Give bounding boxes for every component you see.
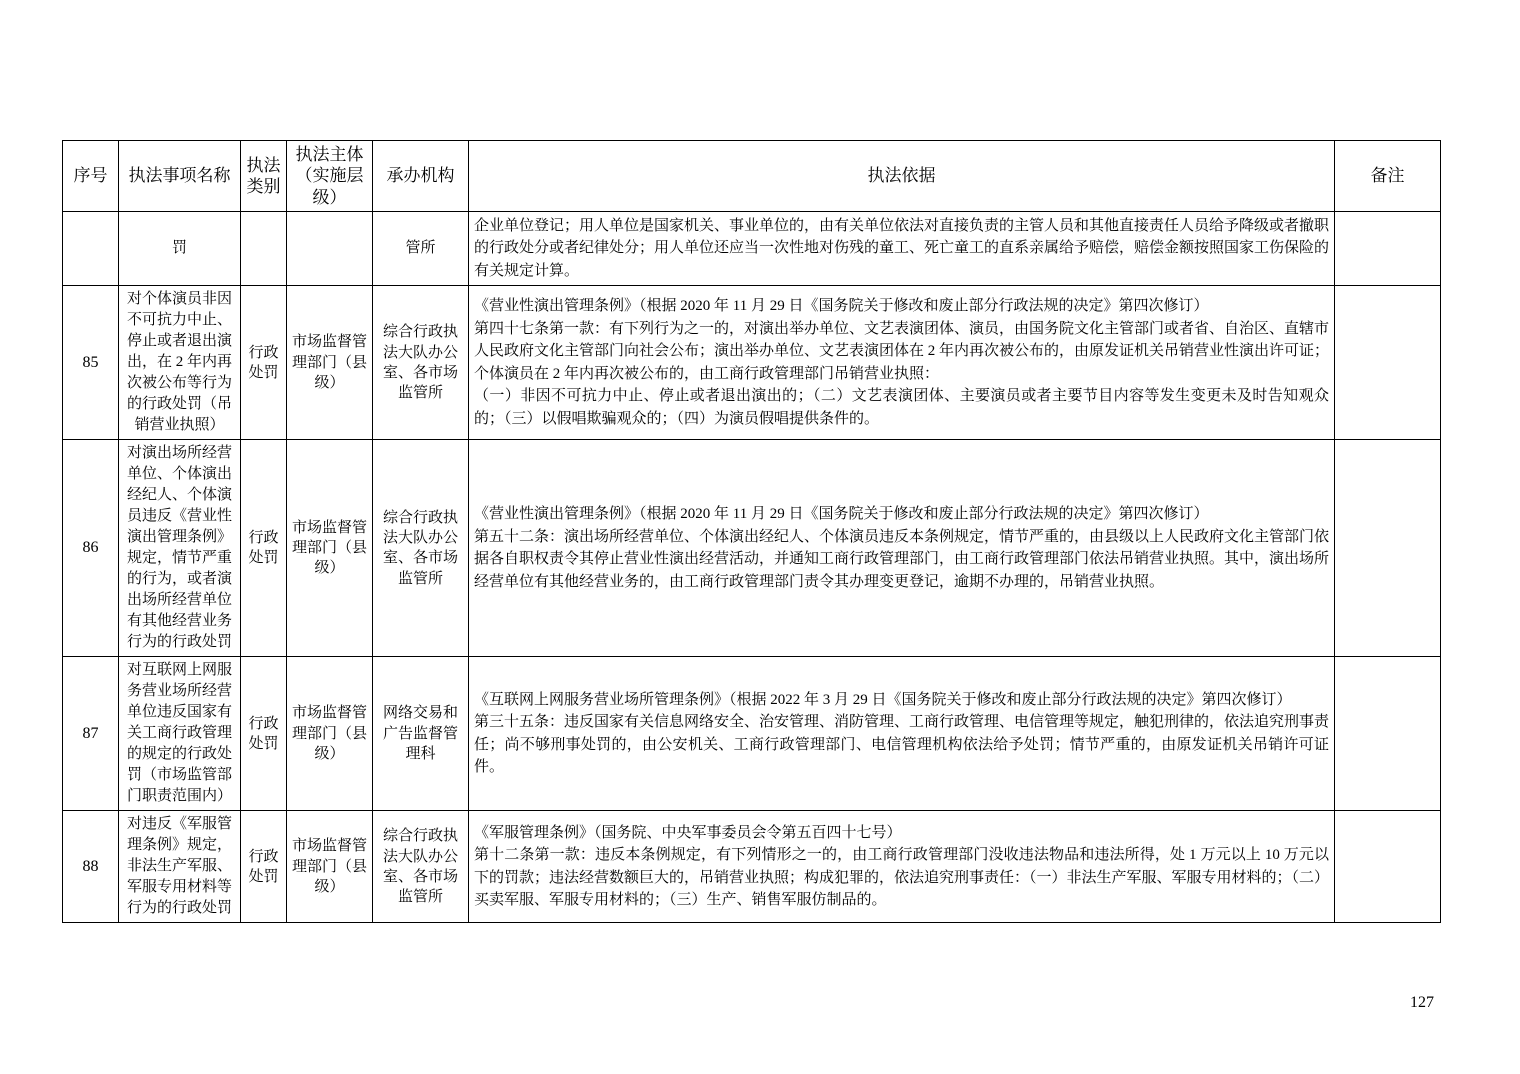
- cell-subject: 市场监督管理部门（县级）: [287, 811, 373, 923]
- header-item-name: 执法事项名称: [119, 141, 241, 212]
- basis-paragraph: （一）非因不可抗力中止、停止或者退出演出的；（二）文艺表演团体、主要演员或者主要节目内容等发生变更未及时告知观众的；（三）以假唱欺骗观众的；（四）为演员假唱提供条件的。: [474, 388, 1329, 427]
- table-row: [63, 211, 1441, 286]
- basis-paragraph: 第十二条第一款：违反本条例规定，有下列情形之一的，由工商行政管理部门没收违法物品和违法所得，处 1 万元以上 10 万元以下的罚款；违法经营数额巨大的，吊销营业执照；构成犯罪的，依法追究刑事责任：（一）非法生产军服、军服专用材料的；（二）买卖军服、军服专用材料的；（三）生产、销售军服仿制品的。: [474, 847, 1330, 909]
- cell-agency: 网络交易和广告监督管理科: [373, 657, 469, 811]
- cell-seq: 87: [63, 657, 119, 811]
- page-number: 127: [1410, 994, 1434, 1011]
- cell-legal-basis: [469, 286, 1335, 440]
- table-row: [63, 811, 1441, 923]
- basis-paragraph: 第三十五条：违反国家有关信息网络安全、治安管理、消防管理、工商行政管理、电信管理等规定，触犯刑律的，依法追究刑事责任；尚不够刑事处罚的，由公安机关、工商行政管理部门、电信管理机构依法给予处罚；情节严重的，由原发证机关吊销许可证件。: [474, 714, 1330, 776]
- table-row: [63, 440, 1441, 657]
- cell-subject: 市场监督管理部门（县级）: [287, 286, 373, 440]
- cell-item-name: 对违反《军服管理条例》规定，非法生产军服、军服专用材料等行为的行政处罚: [119, 811, 241, 923]
- cell-seq: 86: [63, 440, 119, 657]
- cell-item-name: 罚: [119, 211, 241, 286]
- header-legal-basis: 执法依据: [469, 141, 1335, 212]
- cell-agency: 管所: [373, 211, 469, 286]
- cell-subject: [287, 211, 373, 286]
- table-row: [63, 657, 1441, 811]
- cell-category: 行政处罚: [241, 286, 287, 440]
- basis-paragraph: 《营业性演出管理条例》（根据 2020 年 11 月 29 日《国务院关于修改和废止部分行政法规的决定》第四次修订）: [474, 506, 1209, 523]
- header-agency: 承办机构: [373, 141, 469, 212]
- table-body: [63, 211, 1441, 923]
- cell-remark: [1335, 211, 1441, 286]
- cell-legal-basis: [469, 440, 1335, 657]
- cell-item-name: 对演出场所经营单位、个体演出经纪人、个体演员违反《营业性演出管理条例》规定，情节严重的行为，或者演出场所经营单位有其他经营业务行为的行政处罚: [119, 440, 241, 657]
- basis-paragraph: 《军服管理条例》（国务院、中央军事委员会令第五百四十七号）: [474, 824, 902, 841]
- cell-legal-basis: [469, 811, 1335, 923]
- cell-remark: [1335, 811, 1441, 923]
- cell-item-name: 对互联网上网服务营业场所经营单位违反国家有关工商行政管理的规定的行政处罚（市场监管部门职责范围内）: [119, 657, 241, 811]
- cell-category: 行政处罚: [241, 657, 287, 811]
- cell-seq: 88: [63, 811, 119, 923]
- basis-paragraph: 第四十七条第一款：有下列行为之一的，对演出举办单位、文艺表演团体、演员，由国务院文化主管部门或者省、自治区、直辖市人民政府文化主管部门向社会公布；演出举办单位、文艺表演团体在 2 年内再次被公布的，由原发证机关吊销营业性演出许可证；个体演员在 2 年内再次被公布的，由工商行政管理部门吊销营业执照：: [474, 320, 1330, 382]
- cell-agency: 综合行政执法大队办公室、各市场监管所: [373, 811, 469, 923]
- basis-paragraph: 《营业性演出管理条例》（根据 2020 年 11 月 29 日《国务院关于修改和废止部分行政法规的决定》第四次修订）: [474, 298, 1209, 315]
- enforcement-items-table: [62, 140, 1441, 923]
- cell-subject: 市场监督管理部门（县级）: [287, 657, 373, 811]
- basis-paragraph: 企业单位登记；用人单位是国家机关、事业单位的，由有关单位依法对直接负责的主管人员和其他直接责任人员给予降级或者撤职的行政处分或者纪律处分；用人单位还应当一次性地对伤残的童工、死亡童工的直系亲属给予赔偿，赔偿金额按照国家工伤保险的有关规定计算。: [474, 217, 1330, 279]
- cell-category: [241, 211, 287, 286]
- cell-category: 行政处罚: [241, 440, 287, 657]
- header-subject: 执法主体（实施层级）: [287, 141, 373, 212]
- table-row: [63, 286, 1441, 440]
- cell-remark: [1335, 657, 1441, 811]
- cell-seq: 85: [63, 286, 119, 440]
- cell-seq: [63, 211, 119, 286]
- table-header-row: [63, 141, 1441, 212]
- cell-legal-basis: [469, 657, 1335, 811]
- cell-remark: [1335, 440, 1441, 657]
- cell-category: 行政处罚: [241, 811, 287, 923]
- basis-paragraph: 第五十二条：演出场所经营单位、个体演出经纪人、个体演员违反本条例规定，情节严重的，由县级以上人民政府文化主管部门依据各自职权责令其停止营业性演出经营活动，并通知工商行政管理部门，由工商行政管理部门依法吊销营业执照。其中，演出场所经营单位有其他经营业务的，由工商行政管理部门责令其办理变更登记，逾期不办理的，吊销营业执照。: [474, 528, 1330, 590]
- header-category: 执法类别: [241, 141, 287, 212]
- cell-agency: 综合行政执法大队办公室、各市场监管所: [373, 286, 469, 440]
- cell-agency: 综合行政执法大队办公室、各市场监管所: [373, 440, 469, 657]
- header-remark: 备注: [1335, 141, 1441, 212]
- basis-paragraph: 《互联网上网服务营业场所管理条例》（根据 2022 年 3 月 29 日《国务院关于修改和废止部分行政法规的决定》第四次修订）: [474, 691, 1292, 708]
- header-seq: 序号: [63, 141, 119, 212]
- cell-subject: 市场监督管理部门（县级）: [287, 440, 373, 657]
- cell-legal-basis: [469, 211, 1335, 286]
- cell-item-name: 对个体演员非因不可抗力中止、停止或者退出演出，在 2 年内再次被公布等行为的行政处罚（吊销营业执照）: [119, 286, 241, 440]
- table-header: [63, 141, 1441, 212]
- cell-remark: [1335, 286, 1441, 440]
